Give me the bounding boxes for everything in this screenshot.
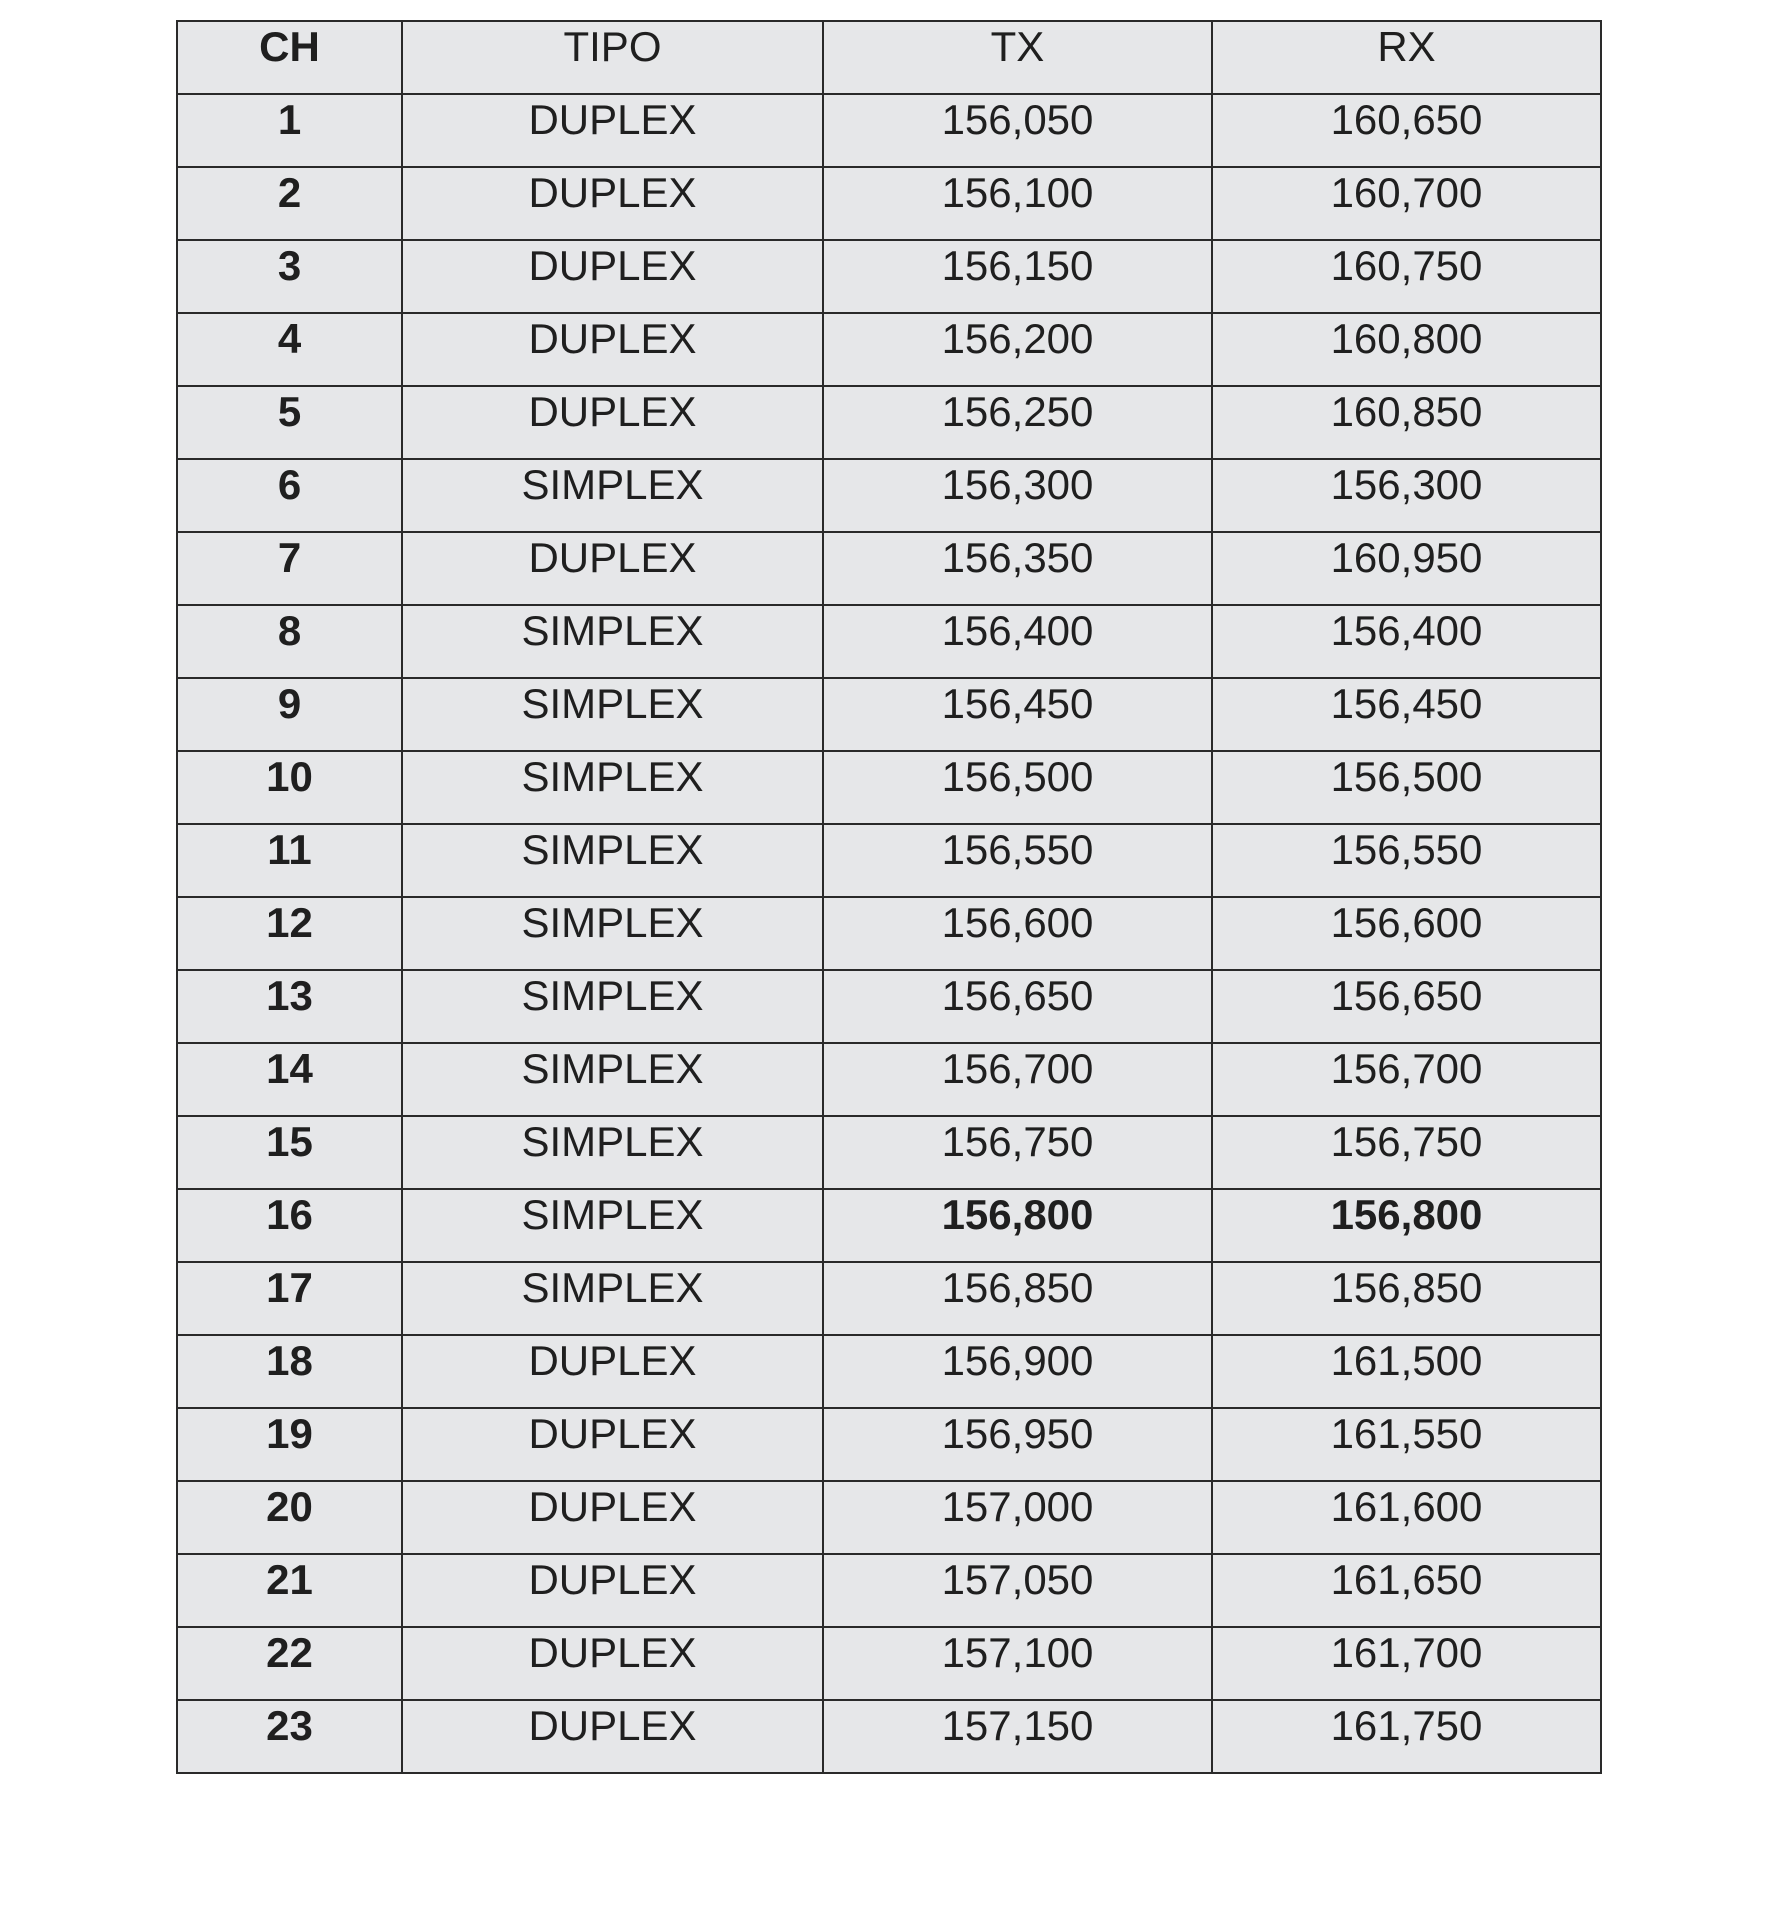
cell-tx: 157,100 bbox=[823, 1627, 1212, 1700]
channel-frequency-table bbox=[176, 20, 1602, 1774]
table-row bbox=[177, 459, 1601, 532]
table-row bbox=[177, 1335, 1601, 1408]
cell-ch: 16 bbox=[177, 1189, 402, 1262]
cell-tipo: DUPLEX bbox=[402, 532, 823, 605]
table-row bbox=[177, 824, 1601, 897]
table-row bbox=[177, 1116, 1601, 1189]
table-row bbox=[177, 167, 1601, 240]
cell-tx: 156,150 bbox=[823, 240, 1212, 313]
cell-tx: 156,550 bbox=[823, 824, 1212, 897]
cell-ch: 19 bbox=[177, 1408, 402, 1481]
cell-ch: 9 bbox=[177, 678, 402, 751]
cell-tx: 156,050 bbox=[823, 94, 1212, 167]
table-row bbox=[177, 386, 1601, 459]
cell-tipo: SIMPLEX bbox=[402, 970, 823, 1043]
cell-ch: 23 bbox=[177, 1700, 402, 1773]
cell-ch: 14 bbox=[177, 1043, 402, 1116]
header-tipo: TIPO bbox=[402, 21, 823, 94]
cell-tx: 156,400 bbox=[823, 605, 1212, 678]
cell-rx: 160,800 bbox=[1212, 313, 1601, 386]
cell-tipo: DUPLEX bbox=[402, 94, 823, 167]
table-row bbox=[177, 1481, 1601, 1554]
cell-ch: 7 bbox=[177, 532, 402, 605]
cell-tx: 156,300 bbox=[823, 459, 1212, 532]
cell-rx: 161,750 bbox=[1212, 1700, 1601, 1773]
table-row bbox=[177, 240, 1601, 313]
cell-ch: 3 bbox=[177, 240, 402, 313]
cell-rx: 161,650 bbox=[1212, 1554, 1601, 1627]
cell-tipo: SIMPLEX bbox=[402, 1043, 823, 1116]
cell-tx: 156,750 bbox=[823, 1116, 1212, 1189]
cell-tx: 156,350 bbox=[823, 532, 1212, 605]
cell-tipo: SIMPLEX bbox=[402, 1116, 823, 1189]
table-row bbox=[177, 1043, 1601, 1116]
cell-rx: 156,700 bbox=[1212, 1043, 1601, 1116]
cell-tipo: DUPLEX bbox=[402, 167, 823, 240]
header-rx: RX bbox=[1212, 21, 1601, 94]
cell-tx: 156,950 bbox=[823, 1408, 1212, 1481]
table-row bbox=[177, 1408, 1601, 1481]
cell-rx: 160,850 bbox=[1212, 386, 1601, 459]
cell-ch: 22 bbox=[177, 1627, 402, 1700]
cell-ch: 2 bbox=[177, 167, 402, 240]
cell-ch: 17 bbox=[177, 1262, 402, 1335]
cell-rx: 161,600 bbox=[1212, 1481, 1601, 1554]
cell-tipo: SIMPLEX bbox=[402, 897, 823, 970]
cell-rx: 156,450 bbox=[1212, 678, 1601, 751]
cell-tx: 156,100 bbox=[823, 167, 1212, 240]
cell-ch: 18 bbox=[177, 1335, 402, 1408]
cell-rx: 156,500 bbox=[1212, 751, 1601, 824]
cell-tx: 156,200 bbox=[823, 313, 1212, 386]
cell-tx: 156,600 bbox=[823, 897, 1212, 970]
cell-tipo: DUPLEX bbox=[402, 386, 823, 459]
cell-rx: 161,700 bbox=[1212, 1627, 1601, 1700]
cell-rx: 156,650 bbox=[1212, 970, 1601, 1043]
cell-ch: 15 bbox=[177, 1116, 402, 1189]
cell-tx: 156,900 bbox=[823, 1335, 1212, 1408]
table-row bbox=[177, 1262, 1601, 1335]
cell-tx: 157,050 bbox=[823, 1554, 1212, 1627]
table-row bbox=[177, 970, 1601, 1043]
cell-ch: 11 bbox=[177, 824, 402, 897]
cell-rx: 160,950 bbox=[1212, 532, 1601, 605]
table-row bbox=[177, 678, 1601, 751]
cell-tipo: DUPLEX bbox=[402, 240, 823, 313]
table-row bbox=[177, 1554, 1601, 1627]
cell-rx: 160,700 bbox=[1212, 167, 1601, 240]
cell-ch: 5 bbox=[177, 386, 402, 459]
cell-tx: 157,150 bbox=[823, 1700, 1212, 1773]
cell-ch: 13 bbox=[177, 970, 402, 1043]
cell-tipo: SIMPLEX bbox=[402, 751, 823, 824]
cell-tipo: DUPLEX bbox=[402, 1554, 823, 1627]
cell-rx: 156,850 bbox=[1212, 1262, 1601, 1335]
cell-rx: 160,750 bbox=[1212, 240, 1601, 313]
table-row bbox=[177, 1627, 1601, 1700]
cell-rx: 161,500 bbox=[1212, 1335, 1601, 1408]
cell-tx: 156,650 bbox=[823, 970, 1212, 1043]
cell-ch: 8 bbox=[177, 605, 402, 678]
cell-ch: 1 bbox=[177, 94, 402, 167]
cell-ch: 10 bbox=[177, 751, 402, 824]
cell-tipo: SIMPLEX bbox=[402, 1189, 823, 1262]
cell-tipo: SIMPLEX bbox=[402, 605, 823, 678]
table-row bbox=[177, 313, 1601, 386]
cell-tipo: DUPLEX bbox=[402, 1335, 823, 1408]
cell-tipo: SIMPLEX bbox=[402, 459, 823, 532]
cell-tipo: DUPLEX bbox=[402, 1481, 823, 1554]
cell-rx: 161,550 bbox=[1212, 1408, 1601, 1481]
table-header-row bbox=[177, 21, 1601, 94]
cell-tipo: DUPLEX bbox=[402, 313, 823, 386]
cell-tx: 156,450 bbox=[823, 678, 1212, 751]
header-tx: TX bbox=[823, 21, 1212, 94]
cell-tipo: SIMPLEX bbox=[402, 678, 823, 751]
table-row bbox=[177, 1700, 1601, 1773]
cell-ch: 12 bbox=[177, 897, 402, 970]
cell-tipo: DUPLEX bbox=[402, 1700, 823, 1773]
cell-rx: 156,550 bbox=[1212, 824, 1601, 897]
cell-tx: 156,500 bbox=[823, 751, 1212, 824]
table-row bbox=[177, 897, 1601, 970]
cell-tx: 156,850 bbox=[823, 1262, 1212, 1335]
cell-tx: 157,000 bbox=[823, 1481, 1212, 1554]
table-body bbox=[177, 94, 1601, 1773]
table-row bbox=[177, 532, 1601, 605]
cell-tipo: DUPLEX bbox=[402, 1408, 823, 1481]
cell-rx: 156,300 bbox=[1212, 459, 1601, 532]
cell-rx: 156,750 bbox=[1212, 1116, 1601, 1189]
cell-tipo: SIMPLEX bbox=[402, 824, 823, 897]
cell-ch: 21 bbox=[177, 1554, 402, 1627]
header-ch: CH bbox=[177, 21, 402, 94]
table-row bbox=[177, 94, 1601, 167]
cell-tipo: SIMPLEX bbox=[402, 1262, 823, 1335]
cell-ch: 20 bbox=[177, 1481, 402, 1554]
cell-rx: 156,800 bbox=[1212, 1189, 1601, 1262]
cell-tipo: DUPLEX bbox=[402, 1627, 823, 1700]
cell-rx: 160,650 bbox=[1212, 94, 1601, 167]
cell-tx: 156,250 bbox=[823, 386, 1212, 459]
table-row bbox=[177, 751, 1601, 824]
cell-rx: 156,600 bbox=[1212, 897, 1601, 970]
table-row bbox=[177, 605, 1601, 678]
table-row bbox=[177, 1189, 1601, 1262]
cell-tx: 156,800 bbox=[823, 1189, 1212, 1262]
cell-tx: 156,700 bbox=[823, 1043, 1212, 1116]
cell-ch: 4 bbox=[177, 313, 402, 386]
cell-rx: 156,400 bbox=[1212, 605, 1601, 678]
cell-ch: 6 bbox=[177, 459, 402, 532]
